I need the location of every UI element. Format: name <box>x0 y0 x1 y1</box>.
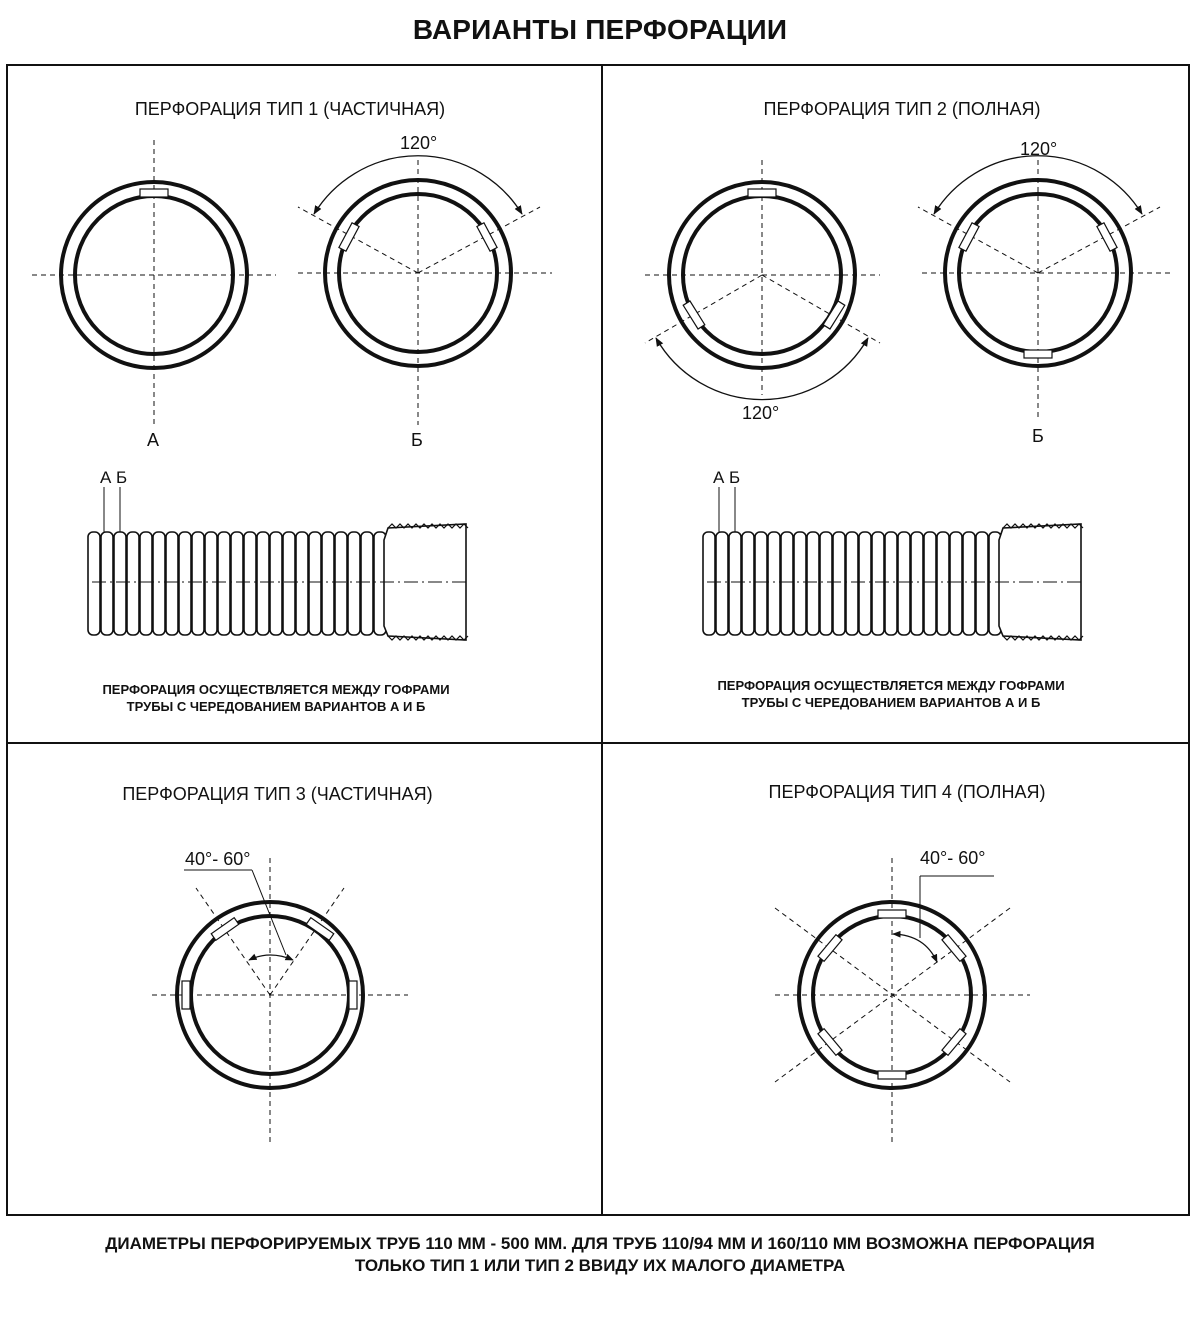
panel1-label-b: Б <box>411 430 423 450</box>
panel1-ring-a-slot <box>140 189 168 197</box>
panel1-title: ПЕРФОРАЦИЯ ТИП 1 (ЧАСТИЧНАЯ) <box>134 99 446 119</box>
panel2-pipe-label-a: А <box>713 468 725 487</box>
footer-note <box>0 1233 1200 1277</box>
panel2-pipe <box>703 487 1083 640</box>
panel2-angle-bottom-label: 120° <box>742 403 780 423</box>
panel2-angle-top-label: 120° <box>1020 139 1058 159</box>
panel1-angle-label: 120° <box>400 133 438 153</box>
panel2-note-line2: ТРУБЫ С ЧЕРЕДОВАНИЕМ ВАРИАНТОВ А И Б <box>741 695 1041 710</box>
panel1-note-line2: ТРУБЫ С ЧЕРЕДОВАНИЕМ ВАРИАНТОВ А И Б <box>126 699 426 714</box>
panel1-ring-b <box>298 156 552 425</box>
panel4-title: ПЕРФОРАЦИЯ ТИП 4 (ПОЛНАЯ) <box>768 782 1046 802</box>
panel2-title: ПЕРФОРАЦИЯ ТИП 2 (ПОЛНАЯ) <box>763 99 1041 119</box>
panel1-ring-a <box>32 140 276 425</box>
panel3-title: ПЕРФОРАЦИЯ ТИП 3 (ЧАСТИЧНАЯ) <box>122 784 433 804</box>
panel2-ring-a <box>645 160 880 400</box>
panel1-pipe <box>88 487 468 640</box>
panel3-angle-label: 40°- 60° <box>185 849 251 869</box>
panel1-label-a: А <box>147 430 160 450</box>
panel3-ring <box>152 858 408 1143</box>
panel2-label-b: Б <box>1032 426 1044 446</box>
panel4-ring <box>775 858 1030 1143</box>
panel1-note-line1: ПЕРФОРАЦИЯ ОСУЩЕСТВЛЯЕТСЯ МЕЖДУ ГОФРАМИ <box>102 682 450 697</box>
page-title: ВАРИАНТЫ ПЕРФОРАЦИИ <box>412 14 788 45</box>
panel2-pipe-label-b: Б <box>729 468 741 487</box>
footer-line2: ТОЛЬКО ТИП 1 ИЛИ ТИП 2 ВВИДУ ИХ МАЛОГО ДИАМЕТРА <box>354 1256 846 1275</box>
panel1-pipe-label-b: Б <box>116 468 128 487</box>
footer-line1: ДИАМЕТРЫ ПЕРФОРИРУЕМЫХ ТРУБ 110 ММ - 500 ММ. ДЛЯ ТРУБ 110/94 ММ И 160/110 ММ ВОЗМОЖНА ПЕРФОРАЦИЯ <box>105 1234 1095 1253</box>
panel2-ring-b <box>918 156 1172 420</box>
panel4-angle-label: 40°- 60° <box>920 848 986 868</box>
panel1-pipe-label-a: А <box>100 468 112 487</box>
panel2-note-line1: ПЕРФОРАЦИЯ ОСУЩЕСТВЛЯЕТСЯ МЕЖДУ ГОФРАМИ <box>717 678 1065 693</box>
